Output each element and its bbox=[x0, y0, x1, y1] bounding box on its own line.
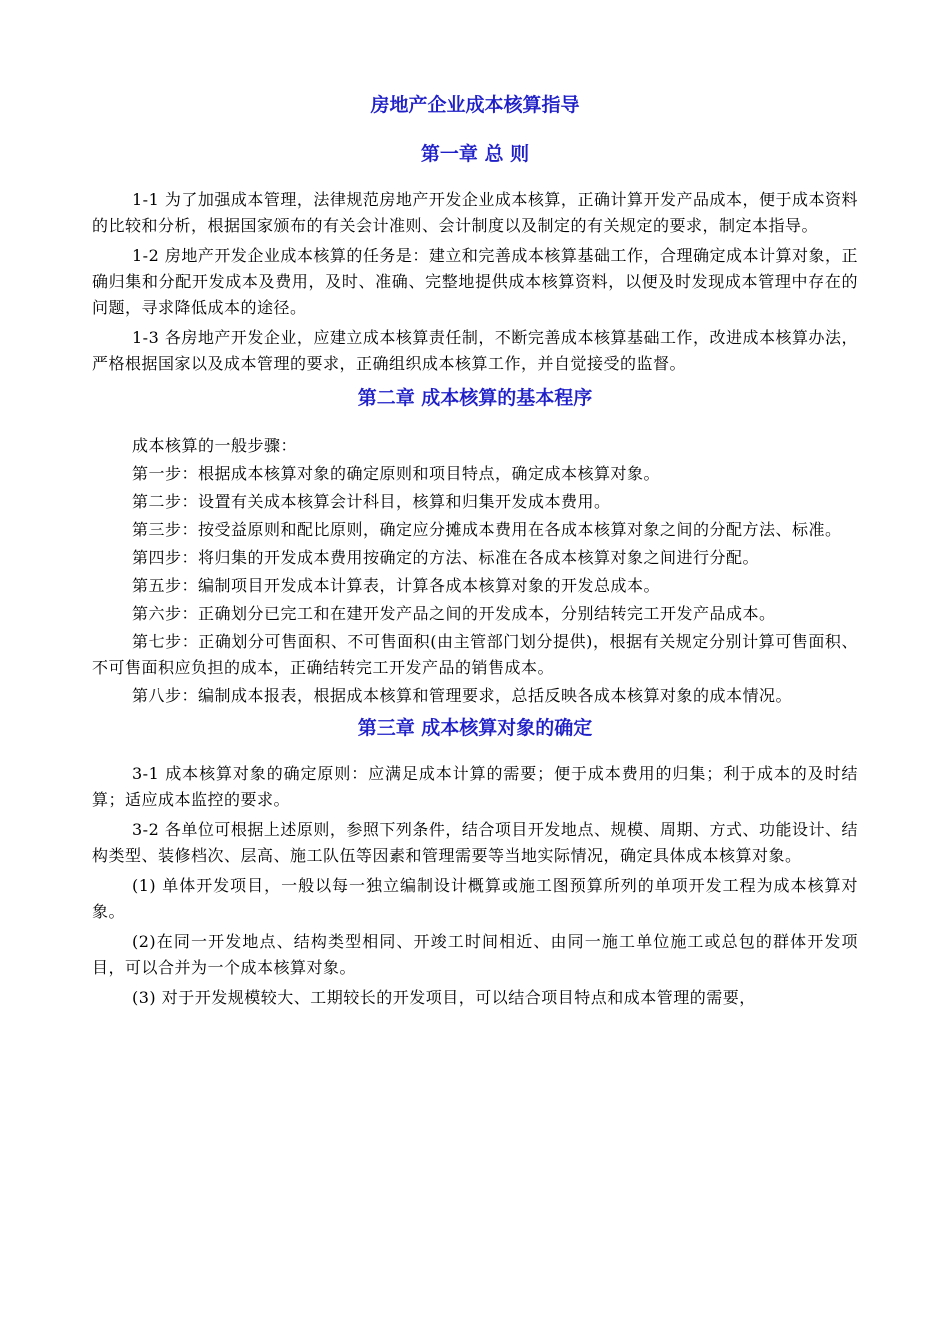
chapter-2-step: 第五步：编制项目开发成本计算表，计算各成本核算对象的开发总成本。 bbox=[132, 576, 661, 595]
chapter-2-intro: 成本核算的一般步骤： bbox=[132, 436, 298, 455]
chapter-3-paragraph: 3-1 成本核算对象的确定原则：应满足成本计算的需要；便于成本费用的归集；利于成本的及时结算；适应成本监控的要求。 bbox=[92, 764, 858, 809]
chapter-3-paragraph: (3) 对于开发规模较大、工期较长的开发项目，可以结合项目特点和成本管理的需要， bbox=[132, 988, 756, 1007]
chapter-2-step: 第四步：将归集的开发成本费用按确定的方法、标准在各成本核算对象之间进行分配。 bbox=[132, 548, 760, 567]
chapter-2-step: 第六步：正确划分已完工和在建开发产品之间的开发成本，分别结转完工开发产品成本。 bbox=[132, 604, 776, 623]
chapter-2-step: 第八步：编制成本报表，根据成本核算和管理要求，总括反映各成本核算对象的成本情况。 bbox=[132, 686, 793, 705]
chapter-3-paragraph: 3-2 各单位可根据上述原则，参照下列条件，结合项目开发地点、规模、周期、方式、功能设计、结构类型、装修档次、层高、施工队伍等因素和管理需要等当地实际情况，确定具体成本核算对象。 bbox=[92, 820, 858, 865]
chapter-3-heading: 第三章 成本核算对象的确定 bbox=[357, 717, 593, 739]
document-title: 房地产企业成本核算指导 bbox=[370, 94, 580, 116]
chapter-2-step: 第二步：设置有关成本核算会计科目，核算和归集开发成本费用。 bbox=[132, 492, 611, 511]
chapter-2-step: 第一步：根据成本核算对象的确定原则和项目特点，确定成本核算对象。 bbox=[132, 464, 661, 483]
chapter-1-heading: 第一章 总 则 bbox=[420, 143, 530, 165]
chapter-1-paragraph: 1-2 房地产开发企业成本核算的任务是：建立和完善成本核算基础工作，合理确定成本计算对象，正确归集和分配开发成本及费用，及时、准确、完整地提供成本核算资料，以便及时发现成本管理中存在的问题，寻求降低成本的途径。 bbox=[92, 246, 858, 317]
chapter-2-step: 第三步：按受益原则和配比原则，确定应分摊成本费用在各成本核算对象之间的分配方法、标准。 bbox=[132, 520, 842, 539]
chapter-3-paragraph: (1) 单体开发项目，一般以每一独立编制设计概算或施工图预算所列的单项开发工程为成本核算对象。 bbox=[92, 876, 858, 921]
chapter-2-step: 第七步：正确划分可售面积、不可售面积(由主管部门划分提供)，根据有关规定分别计算可售面积、不可售面积应负担的成本，正确结转完工开发产品的销售成本。 bbox=[92, 632, 858, 677]
document-page bbox=[92, 92, 858, 1015]
chapter-1-paragraph: 1-1 为了加强成本管理，法律规范房地产开发企业成本核算，正确计算开发产品成本，便于成本资料的比较和分析，根据国家颁布的有关会计准则、会计制度以及制定的有关规定的要求，制定本指导。 bbox=[92, 190, 858, 235]
chapter-3-paragraph: (2)在同一开发地点、结构类型相同、开竣工时间相近、由同一施工单位施工或总包的群体开发项目，可以合并为一个成本核算对象。 bbox=[92, 932, 858, 977]
chapter-1-paragraph: 1-3 各房地产开发企业，应建立成本核算责任制，不断完善成本核算基础工作，改进成本核算办法，严格根据国家以及成本管理的要求，正确组织成本核算工作，并自觉接受的监督。 bbox=[92, 328, 858, 373]
chapter-2-heading: 第二章 成本核算的基本程序 bbox=[357, 387, 593, 409]
